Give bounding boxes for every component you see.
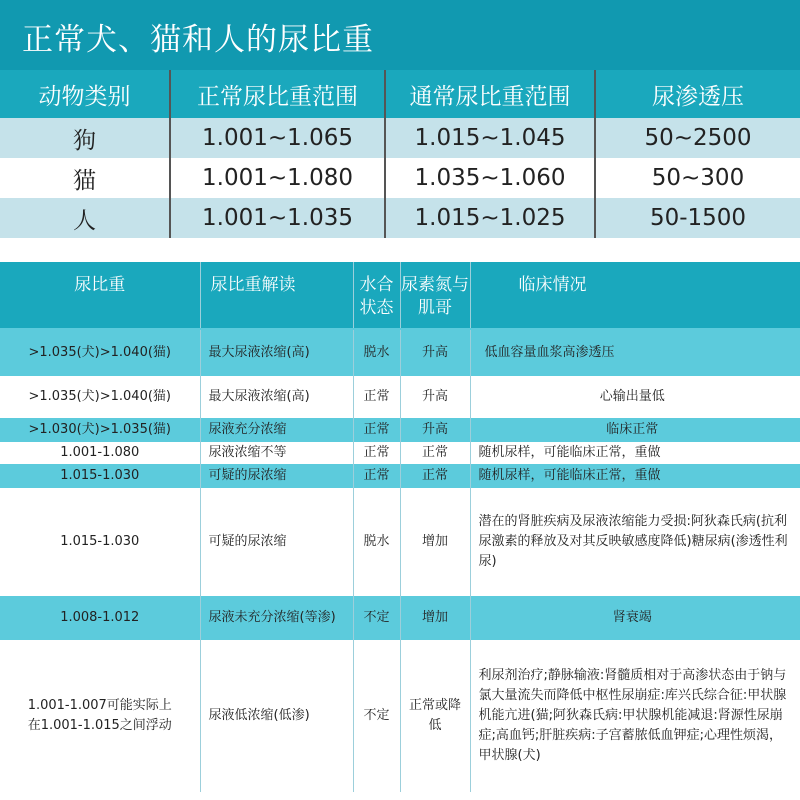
bun-cell: 正常或降低 [400, 640, 470, 792]
sg-cell: >1.035(犬)>1.040(猫) [0, 376, 200, 418]
clinical-cell: 随机尿样，可能临床正常，重做 [470, 442, 800, 464]
hydration-cell: 正常 [353, 418, 400, 442]
interpretation-cell: 尿液充分浓缩 [200, 418, 353, 442]
table-header-row [0, 262, 800, 328]
interpretation-cell: 尿液低浓缩(低渗) [200, 640, 353, 792]
bun-cell: 升高 [400, 330, 470, 376]
sg-cell: 1.015-1.030 [0, 488, 200, 596]
column-header: 通常尿比重范围 [385, 70, 595, 118]
table-header-row [0, 70, 800, 118]
column-header: 动物类别 [0, 70, 170, 118]
interpretation-cell: 可疑的尿浓缩 [200, 464, 353, 488]
interpretation-cell: 最大尿液浓缩(高) [200, 376, 353, 418]
bun-cell: 增加 [400, 488, 470, 596]
sg-cell: 1.015-1.030 [0, 464, 200, 488]
title-bar [0, 0, 800, 70]
usual-range-cell: 1.015~1.025 [385, 198, 595, 238]
clinical-cell: 低血容量血浆高渗透压 [470, 330, 800, 376]
bun-cell: 升高 [400, 376, 470, 418]
sg-cell: >1.030(犬)>1.035(猫) [0, 418, 200, 442]
bun-cell: 正常 [400, 442, 470, 464]
sg-cell: 1.001-1.080 [0, 442, 200, 464]
hydration-cell: 脱水 [353, 488, 400, 596]
table-row [0, 158, 800, 198]
interpretation-cell: 最大尿液浓缩(高) [200, 330, 353, 376]
interpretation-cell: 尿液浓缩不等 [200, 442, 353, 464]
clinical-cell: 利尿剂治疗;静脉输液:肾髓质相对于高渗状态由于钠与氯大量流失而降低中枢性尿崩症:库兴氏综合征:甲状腺机能亢进(猫;阿狄森氏病:甲状腺机能减退:肾源性尿崩症;高血钙;肝脏疾病:子宫蓄脓低血钾症;心理性烦渴，甲状腺(犬) [470, 640, 800, 792]
osmolality-cell: 50-1500 [595, 198, 800, 238]
column-header: 尿比重 [0, 262, 200, 328]
osmolality-cell: 50~300 [595, 158, 800, 198]
clinical-cell: 随机尿样，可能临床正常，重做 [470, 464, 800, 488]
normal-range-cell: 1.001~1.065 [170, 118, 385, 158]
column-header: 正常尿比重范围 [170, 70, 385, 118]
clinical-cell: 临床正常 [470, 418, 800, 442]
table-row [0, 640, 800, 792]
clinical-cell: 肾衰竭 [470, 596, 800, 640]
clinical-cell: 心输出量低 [470, 376, 800, 418]
hydration-cell: 正常 [353, 464, 400, 488]
table-row [0, 376, 800, 418]
hydration-cell: 正常 [353, 442, 400, 464]
column-header: 临床情况 [470, 262, 800, 328]
table-row [0, 464, 800, 488]
page-title: 正常犬、猫和人的尿比重 [22, 22, 374, 58]
table-row [0, 330, 800, 376]
animal-cell: 狗 [0, 118, 170, 158]
bun-cell: 正常 [400, 464, 470, 488]
hydration-cell: 不定 [353, 640, 400, 792]
hydration-cell: 脱水 [353, 330, 400, 376]
specific-gravity-reference-table [0, 70, 800, 238]
interpretation-cell: 尿液未充分浓缩(等渗) [200, 596, 353, 640]
usual-range-cell: 1.035~1.060 [385, 158, 595, 198]
osmolality-cell: 50~2500 [595, 118, 800, 158]
normal-range-cell: 1.001~1.035 [170, 198, 385, 238]
sg-cell: 1.008-1.012 [0, 596, 200, 640]
column-header: 水合状态 [353, 262, 400, 328]
column-header: 尿素氮与肌哥 [400, 262, 470, 328]
usual-range-cell: 1.015~1.045 [385, 118, 595, 158]
bun-cell: 升高 [400, 418, 470, 442]
sg-cell: 1.001-1.007可能实际上在1.001-1.015之间浮动 [0, 640, 200, 792]
normal-range-cell: 1.001~1.080 [170, 158, 385, 198]
table-row [0, 596, 800, 640]
bun-cell: 增加 [400, 596, 470, 640]
hydration-cell: 不定 [353, 596, 400, 640]
sg-cell: >1.035(犬)>1.040(猫) [0, 330, 200, 376]
table-row [0, 198, 800, 238]
table-row [0, 118, 800, 158]
hydration-cell: 正常 [353, 376, 400, 418]
animal-cell: 人 [0, 198, 170, 238]
specific-gravity-interpretation-table [0, 262, 800, 792]
table-row [0, 488, 800, 596]
clinical-cell: 潜在的肾脏疾病及尿液浓缩能力受损:阿狄森氏病(抗利尿激素的释放及对其反映敏感度降低)糖尿病(渗透性利尿) [470, 488, 800, 596]
column-header: 尿比重解读 [200, 262, 353, 328]
animal-cell: 猫 [0, 158, 170, 198]
table-row [0, 418, 800, 442]
interpretation-cell: 可疑的尿浓缩 [200, 488, 353, 596]
table-row [0, 442, 800, 464]
column-header: 尿渗透压 [595, 70, 800, 118]
